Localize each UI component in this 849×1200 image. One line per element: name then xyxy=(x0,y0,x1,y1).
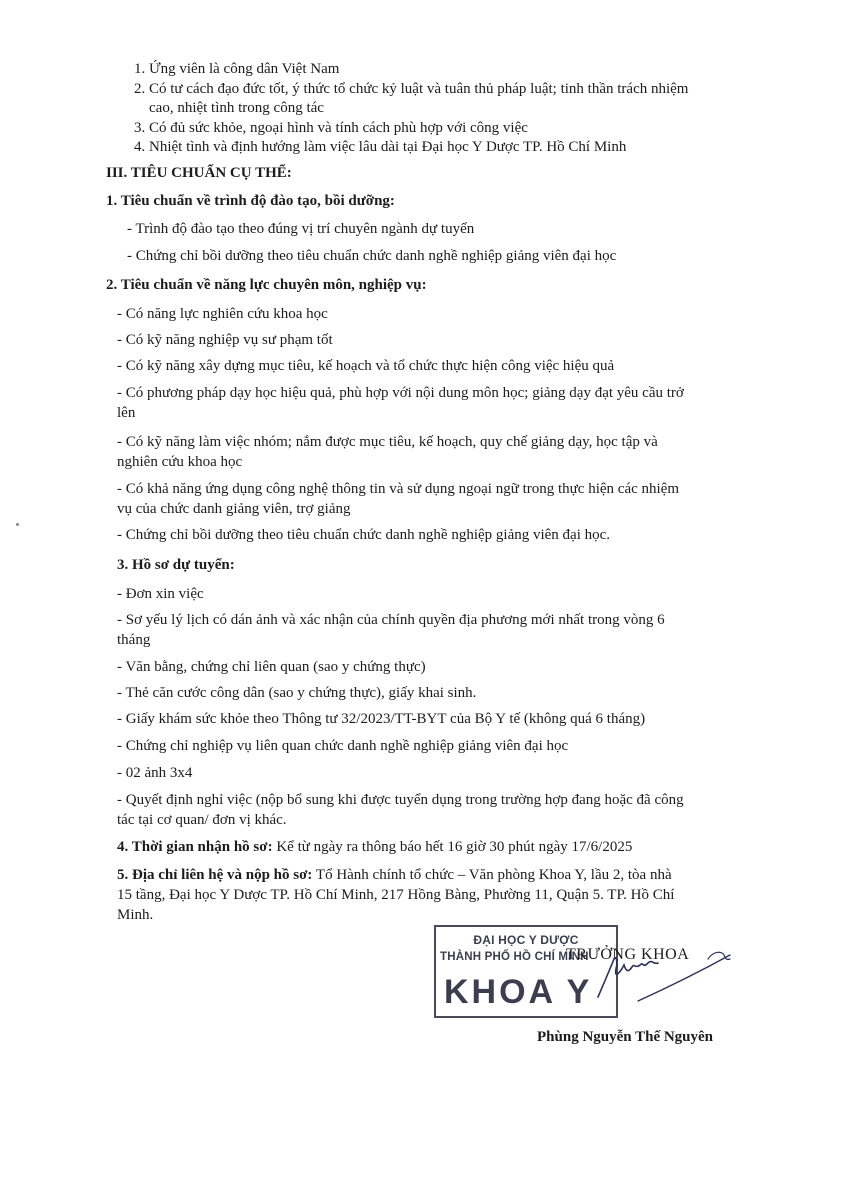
s5-line xyxy=(117,866,672,885)
s3-item: - Quyết định nghỉ việc (nộp bổ sung khi được tuyển dụng trong trường hợp đang hoặc đã công xyxy=(117,792,684,808)
s3-item: - Đơn xin việc xyxy=(117,586,204,602)
handwritten-signature-icon xyxy=(580,935,740,1015)
general-item-2: 2. Có tư cách đạo đức tốt, ý thức tổ chức kỷ luật và tuân thủ pháp luật; tinh thần trách nhiệm xyxy=(134,81,689,97)
scan-dot xyxy=(16,523,19,526)
s3-item: - Văn bằng, chứng chỉ liên quan (sao y chứng thực) xyxy=(117,659,426,675)
stamp-line-3: KHOA Y xyxy=(444,973,593,1011)
s1-item: - Trình độ đào tạo theo đúng vị trí chuyên ngành dự tuyển xyxy=(127,221,475,237)
general-item-3: 3. Có đủ sức khỏe, ngoại hình và tính cách phù hợp với công việc xyxy=(134,120,528,136)
signer-name: Phùng Nguyễn Thế Nguyên xyxy=(537,1029,714,1045)
s4-line xyxy=(117,838,632,857)
s1-item: - Chứng chỉ bồi dưỡng theo tiêu chuẩn chức danh nghề nghiệp giảng viên đại học xyxy=(127,248,617,264)
s5-line-cont: Minh. xyxy=(117,907,154,923)
general-item-1: 1. Ứng viên là công dân Việt Nam xyxy=(134,61,340,77)
s2-title: 2. Tiêu chuẩn về năng lực chuyên môn, nghiệp vụ: xyxy=(106,277,427,293)
s4-label: 4. Thời gian nhận hồ sơ: xyxy=(117,839,273,855)
general-item-2-cont: cao, nhiệt tình trong công tác xyxy=(149,100,324,116)
s2-item: - Có năng lực nghiên cứu khoa học xyxy=(117,306,328,322)
section-heading: III. TIÊU CHUẨN CỤ THỂ: xyxy=(106,165,292,181)
s2-item: - Có kỹ năng xây dựng mục tiêu, kế hoạch và tổ chức thực hiện công việc hiệu quả xyxy=(117,358,615,374)
s3-item: - Chứng chỉ nghiệp vụ liên quan chức danh nghề nghiệp giảng viên đại học xyxy=(117,738,569,754)
s4-text: Kể từ ngày ra thông báo hết 16 giờ 30 phút ngày 17/6/2025 xyxy=(272,839,633,855)
s2-item: - Có khả năng ứng dụng công nghệ thông tin và sử dụng ngoại ngữ trong thực hiện các nhiệm xyxy=(117,481,680,497)
s1-title: 1. Tiêu chuẩn về trình độ đào tạo, bồi dưỡng: xyxy=(106,193,395,209)
stamp-line-2: THÀNH PHỐ HỒ CHÍ MINH xyxy=(440,951,589,963)
general-item-4: 4. Nhiệt tình và định hướng làm việc lâu dài tại Đại học Y Dược TP. Hồ Chí Minh xyxy=(134,139,627,155)
s3-item-cont: tác tại cơ quan/ đơn vị khác. xyxy=(117,812,287,828)
s3-title: 3. Hồ sơ dự tuyển: xyxy=(117,557,235,573)
s3-item: - 02 ảnh 3x4 xyxy=(117,765,193,781)
s5-text: Tổ Hành chính tổ chức – Văn phòng Khoa Y, lầu 2, tòa nhà xyxy=(312,867,672,883)
s2-item: - Có kỹ năng nghiệp vụ sư phạm tốt xyxy=(117,332,333,348)
s2-item-cont: lên xyxy=(117,405,136,421)
s3-item: - Thẻ căn cước công dân (sao y chứng thực), giấy khai sinh. xyxy=(117,685,477,701)
s2-item-cont: vụ của chức danh giảng viên, trợ giảng xyxy=(117,501,351,517)
s3-item-cont: tháng xyxy=(117,632,151,648)
s5-line-cont: 15 tầng, Đại học Y Dược TP. Hồ Chí Minh, 217 Hồng Bàng, Phường 11, Quận 5. TP. Hồ Chí xyxy=(117,887,675,903)
s2-item: - Có kỹ năng làm việc nhóm; nắm được mục tiêu, kế hoạch, quy chế giảng dạy, học tập và xyxy=(117,434,658,450)
signature-title: TRƯỞNG KHOA xyxy=(566,946,690,963)
s5-label: 5. Địa chỉ liên hệ và nộp hồ sơ: xyxy=(117,867,313,883)
s2-item: - Có phương pháp dạy học hiệu quả, phù hợp với nội dung môn học; giảng dạy đạt yêu cầu trở xyxy=(117,385,684,401)
s2-item-cont: nghiên cứu khoa học xyxy=(117,454,243,470)
s3-item: - Sơ yếu lý lịch có dán ảnh và xác nhận của chính quyền địa phương mới nhất trong vòng 6 xyxy=(117,612,665,628)
stamp-line-1: ĐẠI HỌC Y DƯỢC xyxy=(473,933,579,947)
s2-item: - Chứng chỉ bồi dưỡng theo tiêu chuẩn chức danh nghề nghiệp giảng viên đại học. xyxy=(117,527,611,543)
s3-item: - Giấy khám sức khỏe theo Thông tư 32/2023/TT-BYT của Bộ Y tế (không quá 6 tháng) xyxy=(117,711,646,727)
